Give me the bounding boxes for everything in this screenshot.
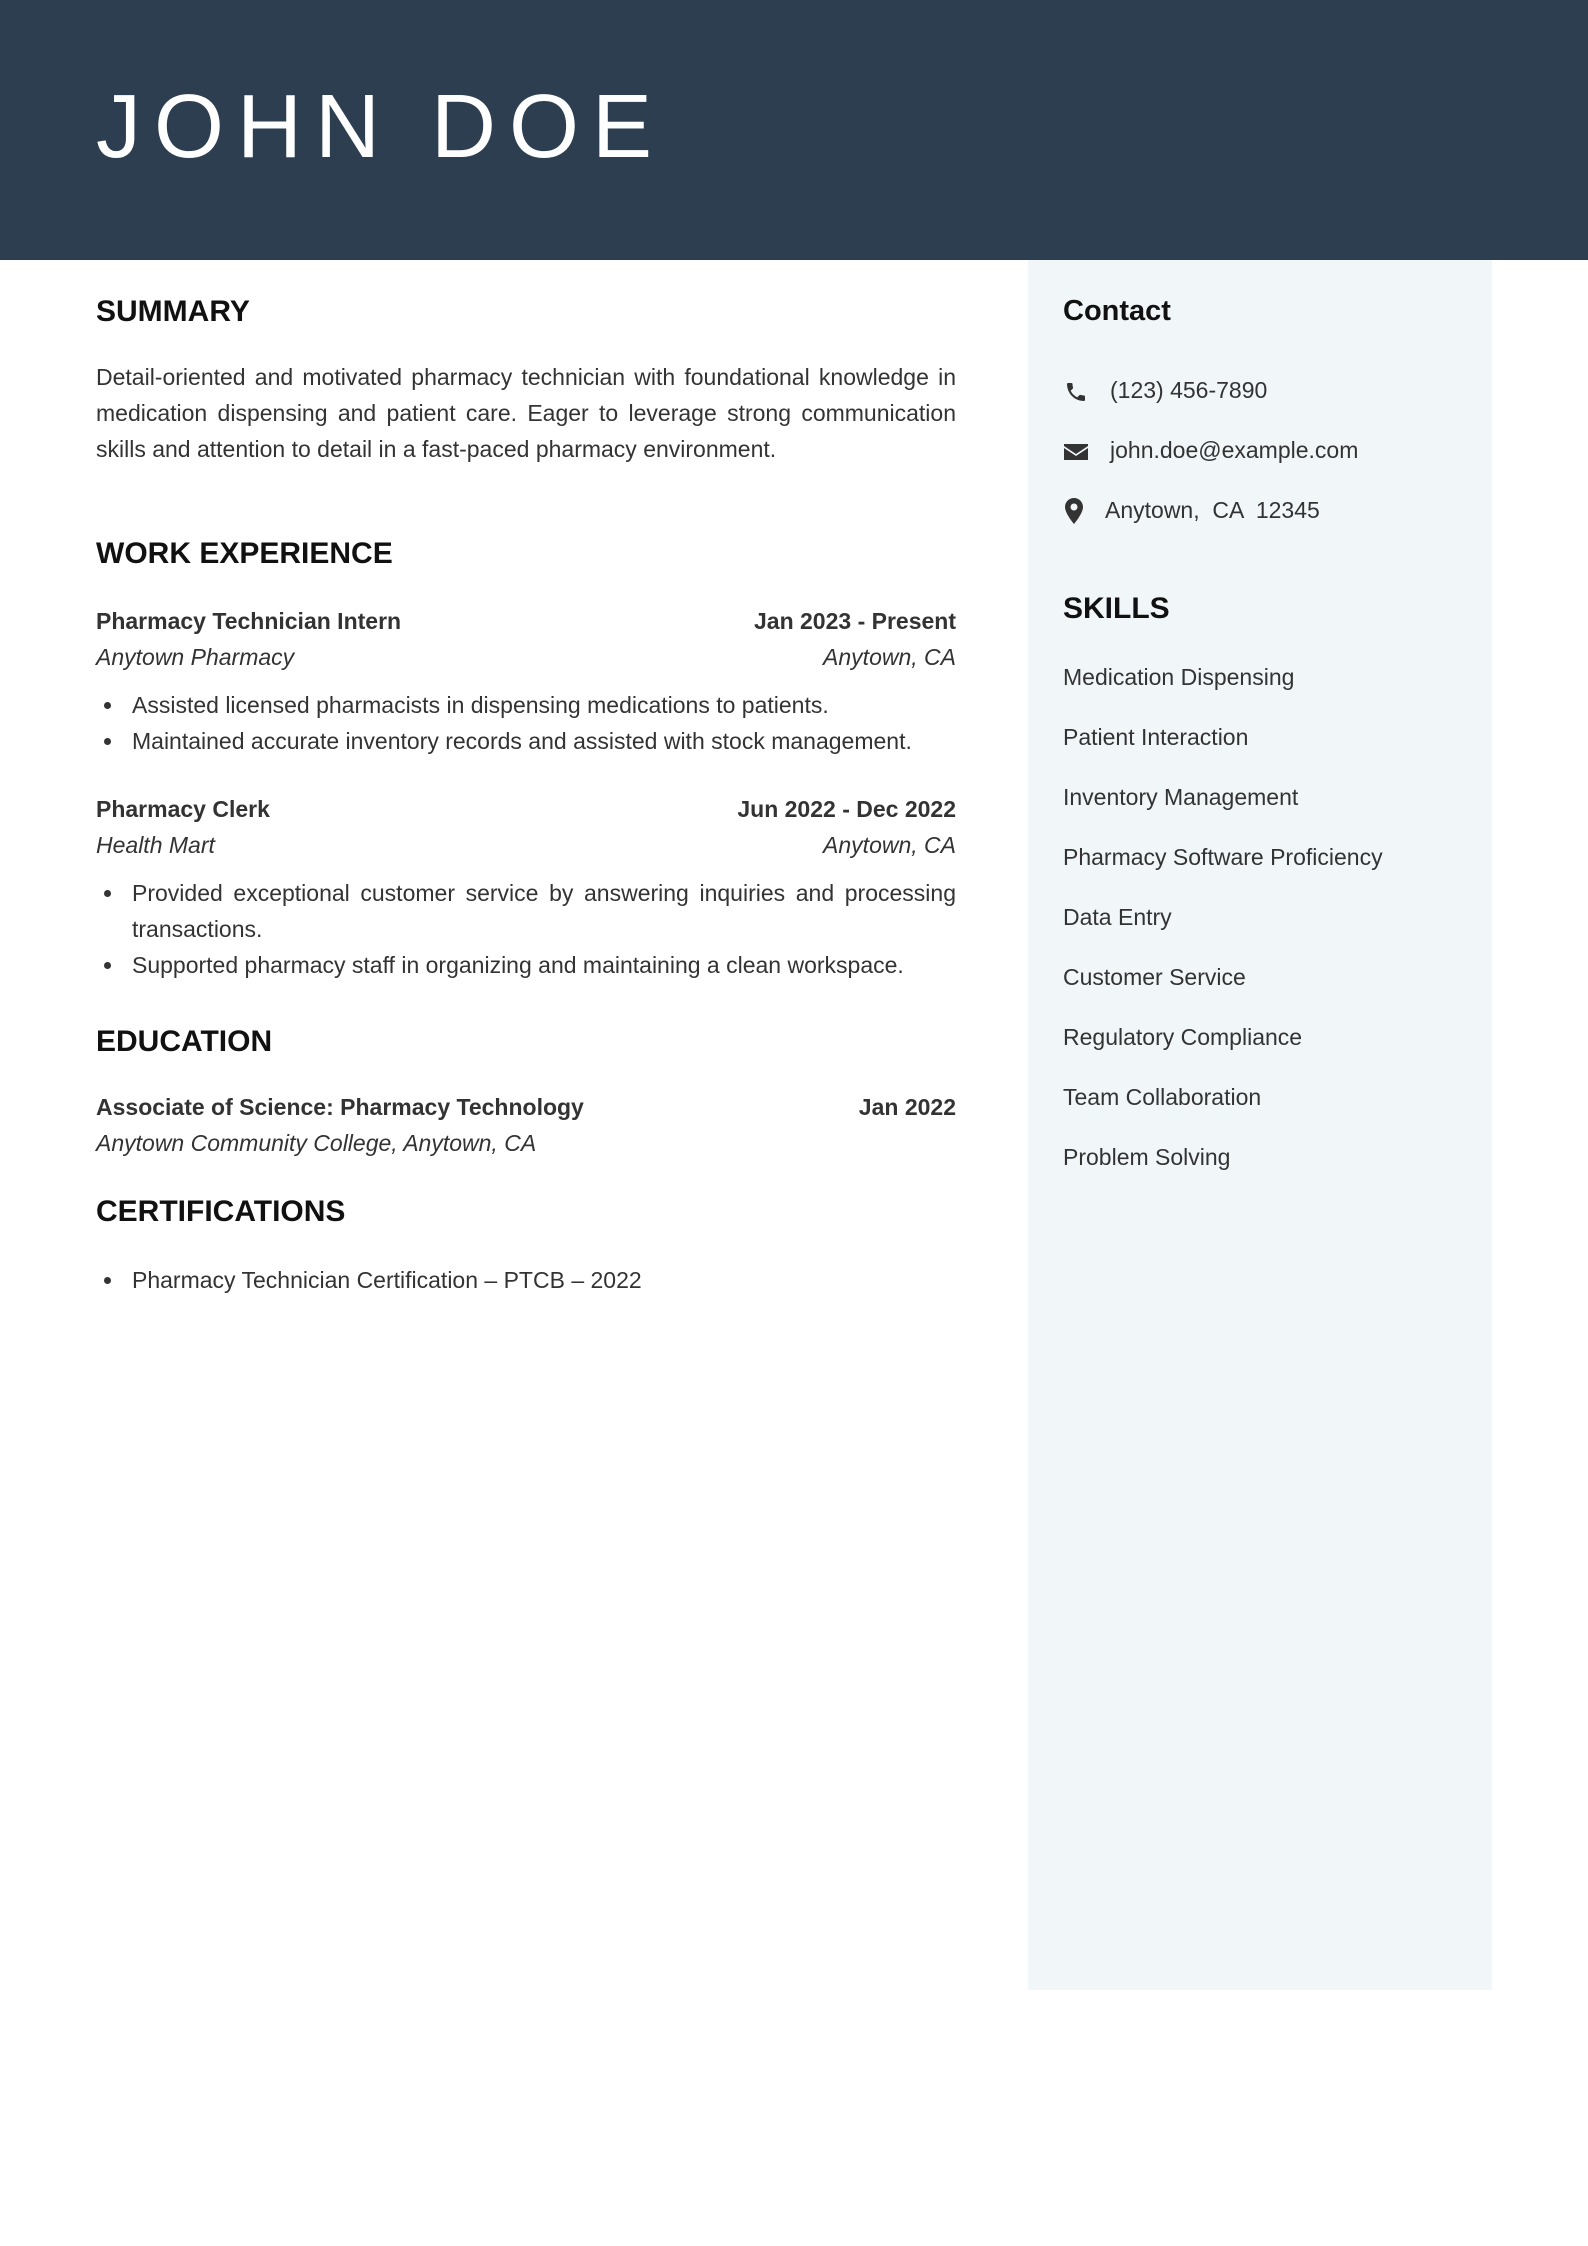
job-dates: Jun 2022 - Dec 2022 xyxy=(737,796,956,822)
degree-title: Associate of Science: Pharmacy Technology xyxy=(96,1094,584,1120)
contact-address xyxy=(1063,492,1483,528)
list-item: Maintained accurate inventory records and assisted with stock management. xyxy=(96,723,956,759)
job-location: Anytown, CA xyxy=(823,832,956,858)
list-item: Regulatory Compliance xyxy=(1063,1024,1303,1050)
job-company: Health Mart xyxy=(96,832,215,858)
phone-link[interactable]: (123) 456-7890 xyxy=(1110,377,1268,403)
list-item: Team Collaboration xyxy=(1063,1084,1262,1110)
job-header-row xyxy=(96,603,956,639)
education-school-row xyxy=(96,1125,956,1161)
list-item: Supported pharmacy staff in organizing and maintaining a clean workspace. xyxy=(96,947,956,983)
education-header-row xyxy=(96,1089,956,1125)
job-title: Pharmacy Technician Intern xyxy=(96,608,402,634)
phone-icon xyxy=(1063,380,1089,404)
job-bullets xyxy=(96,875,956,983)
job-location: Anytown, CA xyxy=(823,644,956,670)
address-text: Anytown, CA 12345 xyxy=(1105,497,1320,523)
candidate-name: JOHN DOE xyxy=(96,77,666,177)
list-item: Pharmacy Software Proficiency xyxy=(1063,844,1383,870)
list-item: Patient Interaction xyxy=(1063,724,1249,750)
certifications-heading: CERTIFICATIONS xyxy=(96,1195,346,1228)
envelope-icon xyxy=(1063,441,1089,463)
map-marker-icon xyxy=(1065,498,1083,524)
summary-text: Detail-oriented and motivated pharmacy technician with foundational knowledge in medication dispensing and patient care. Eager to leverage strong communication skills and attention to detail in a fast-paced pharmacy environment. xyxy=(96,364,956,462)
contact-heading: Contact xyxy=(1063,295,1171,327)
job-title: Pharmacy Clerk xyxy=(96,796,270,822)
job-dates: Jan 2023 - Present xyxy=(753,608,956,634)
email-link[interactable]: john.doe@example.com xyxy=(1110,437,1359,463)
skills-heading: SKILLS xyxy=(1063,592,1170,625)
experience-heading: WORK EXPERIENCE xyxy=(96,537,393,570)
education-heading: EDUCATION xyxy=(96,1025,273,1058)
list-item: Medication Dispensing xyxy=(1063,664,1295,690)
list-item: Pharmacy Technician Certification – PTCB – 2022 xyxy=(96,1262,956,1298)
job-bullets xyxy=(96,687,956,759)
job-company: Anytown Pharmacy xyxy=(96,644,295,670)
list-item: Customer Service xyxy=(1063,964,1246,990)
summary-heading: SUMMARY xyxy=(96,295,250,328)
contact-email xyxy=(1063,432,1483,468)
header-banner xyxy=(0,0,1588,260)
certification-list xyxy=(96,1262,956,1298)
job-company-row xyxy=(96,827,956,863)
list-item: Problem Solving xyxy=(1063,1144,1231,1170)
list-item: Data Entry xyxy=(1063,904,1172,930)
contact-phone xyxy=(1063,372,1483,408)
job-header-row xyxy=(96,791,956,827)
list-item: Provided exceptional customer service by answering inquiries and processing transactions. xyxy=(96,875,956,947)
degree-date: Jan 2022 xyxy=(858,1094,956,1120)
list-item: Inventory Management xyxy=(1063,784,1299,810)
job-company-row xyxy=(96,639,956,675)
school-name: Anytown Community College, Anytown, CA xyxy=(96,1130,537,1156)
list-item: Assisted licensed pharmacists in dispensing medications to patients. xyxy=(96,687,956,723)
